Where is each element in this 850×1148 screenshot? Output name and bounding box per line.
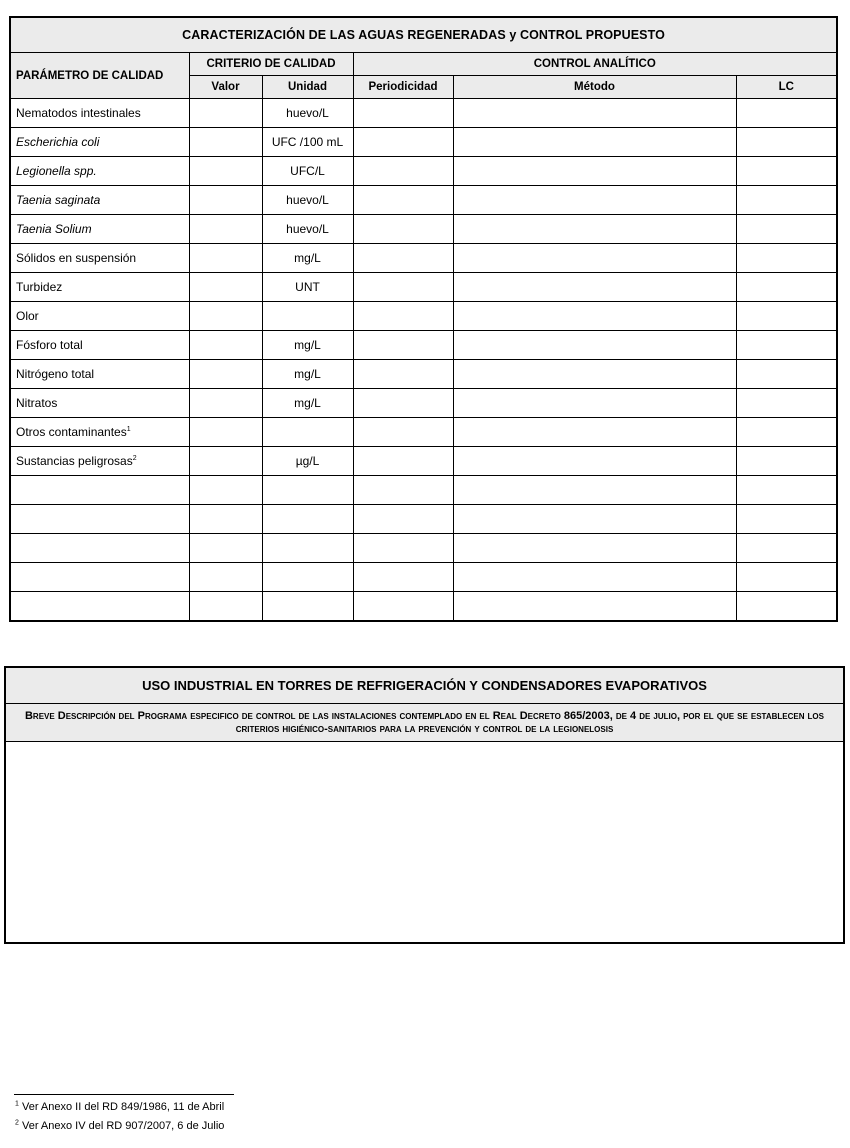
param-cell: Taenia saginata (10, 186, 189, 215)
periodicidad-cell[interactable] (353, 128, 453, 157)
param-cell[interactable] (10, 505, 189, 534)
metodo-cell[interactable] (453, 592, 736, 622)
periodicidad-cell[interactable] (353, 360, 453, 389)
footnote-ref: 1 (126, 426, 131, 433)
metodo-cell[interactable] (453, 215, 736, 244)
header-parametro: PARÁMETRO DE CALIDAD (10, 53, 189, 99)
water-quality-table (9, 16, 838, 622)
periodicidad-cell[interactable] (353, 534, 453, 563)
empty-row (10, 534, 837, 563)
unit-cell[interactable] (262, 563, 353, 592)
unit-cell: mg/L (262, 244, 353, 273)
footnote-ref: 2 (132, 455, 137, 462)
lc-cell[interactable] (736, 360, 837, 389)
periodicidad-cell[interactable] (353, 447, 453, 476)
lc-cell[interactable] (736, 215, 837, 244)
unit-cell: UNT (262, 273, 353, 302)
periodicidad-cell[interactable] (353, 186, 453, 215)
metodo-cell[interactable] (453, 563, 736, 592)
table-row (10, 186, 837, 215)
param-cell: Escherichia coli (10, 128, 189, 157)
table-row (10, 389, 837, 418)
valor-cell[interactable] (189, 505, 262, 534)
unit-cell: mg/L (262, 360, 353, 389)
unit-cell[interactable] (262, 476, 353, 505)
valor-cell[interactable] (189, 563, 262, 592)
periodicidad-cell[interactable] (353, 331, 453, 360)
unit-cell: UFC/L (262, 157, 353, 186)
unit-cell: mg/L (262, 389, 353, 418)
unit-cell[interactable] (262, 418, 353, 447)
periodicidad-cell[interactable] (353, 302, 453, 331)
param-cell[interactable] (10, 476, 189, 505)
metodo-cell[interactable] (453, 302, 736, 331)
unit-cell[interactable] (262, 505, 353, 534)
table-row (10, 157, 837, 186)
empty-row (10, 592, 837, 622)
footnote-divider (14, 1094, 234, 1095)
section-subtitle: Breve Descripción del Programa especifico de control de las instalaciones contemplado en el Real Decreto 865/2003, de 4 de julio, por el que se establecen los criterios higiénico-sanitarios para la prevención y control de la legionelosis (5, 704, 844, 742)
param-cell: Olor (10, 302, 189, 331)
metodo-cell[interactable] (453, 476, 736, 505)
unit-cell: mg/L (262, 331, 353, 360)
metodo-cell[interactable] (453, 360, 736, 389)
param-cell[interactable] (10, 592, 189, 622)
valor-cell[interactable] (189, 99, 262, 128)
lc-cell[interactable] (736, 534, 837, 563)
param-cell: Nitratos (10, 389, 189, 418)
lc-cell[interactable] (736, 418, 837, 447)
valor-cell[interactable] (189, 418, 262, 447)
lc-cell[interactable] (736, 505, 837, 534)
periodicidad-cell[interactable] (353, 592, 453, 622)
valor-cell[interactable] (189, 215, 262, 244)
valor-cell[interactable] (189, 476, 262, 505)
lc-cell[interactable] (736, 273, 837, 302)
lc-cell[interactable] (736, 447, 837, 476)
periodicidad-cell[interactable] (353, 99, 453, 128)
metodo-cell[interactable] (453, 389, 736, 418)
valor-cell[interactable] (189, 186, 262, 215)
section-title: USO INDUSTRIAL EN TORRES DE REFRIGERACIÓN Y CONDENSADORES EVAPORATIVOS (5, 667, 844, 704)
param-label: Sustancias peligrosas (16, 454, 133, 468)
table-row (10, 99, 837, 128)
footnote-number: 1 (15, 1100, 19, 1108)
valor-cell[interactable] (189, 360, 262, 389)
industrial-use-table (4, 666, 845, 944)
metodo-cell[interactable] (453, 244, 736, 273)
header-lc: LC (736, 76, 837, 99)
table-row (10, 418, 837, 447)
lc-cell[interactable] (736, 157, 837, 186)
unit-cell: UFC /100 mL (262, 128, 353, 157)
param-cell: Fósforo total (10, 331, 189, 360)
param-cell: Nematodos intestinales (10, 99, 189, 128)
param-cell: Nitrógeno total (10, 360, 189, 389)
metodo-cell[interactable] (453, 505, 736, 534)
metodo-cell[interactable] (453, 273, 736, 302)
unit-cell[interactable] (262, 592, 353, 622)
metodo-cell[interactable] (453, 128, 736, 157)
param-cell (10, 418, 189, 447)
param-label: Otros contaminantes (16, 425, 127, 439)
param-cell: Turbidez (10, 273, 189, 302)
empty-row (10, 563, 837, 592)
lc-cell[interactable] (736, 244, 837, 273)
empty-row (10, 505, 837, 534)
table-row (10, 244, 837, 273)
unit-cell: µg/L (262, 447, 353, 476)
valor-cell[interactable] (189, 244, 262, 273)
header-periodicidad: Periodicidad (353, 76, 453, 99)
lc-cell[interactable] (736, 331, 837, 360)
param-cell: Sólidos en suspensión (10, 244, 189, 273)
lc-cell[interactable] (736, 563, 837, 592)
header-valor: Valor (189, 76, 262, 99)
footnote-text: Ver Anexo IV del RD 907/2007, 6 de Julio (21, 1120, 225, 1132)
periodicidad-cell[interactable] (353, 244, 453, 273)
periodicidad-cell[interactable] (353, 273, 453, 302)
periodicidad-cell[interactable] (353, 418, 453, 447)
footnote-number: 2 (15, 1119, 19, 1127)
valor-cell[interactable] (189, 302, 262, 331)
lc-cell[interactable] (736, 592, 837, 622)
lc-cell[interactable] (736, 476, 837, 505)
table-row (10, 360, 837, 389)
periodicidad-cell[interactable] (353, 505, 453, 534)
valor-cell[interactable] (189, 592, 262, 622)
valor-cell[interactable] (189, 273, 262, 302)
valor-cell[interactable] (189, 447, 262, 476)
unit-cell: huevo/L (262, 186, 353, 215)
lc-cell[interactable] (736, 128, 837, 157)
valor-cell[interactable] (189, 157, 262, 186)
footnote-1 (15, 1101, 224, 1113)
description-area[interactable] (5, 742, 844, 944)
header-unidad: Unidad (262, 76, 353, 99)
table-row (10, 128, 837, 157)
param-cell (10, 447, 189, 476)
param-cell: Legionella spp. (10, 157, 189, 186)
metodo-cell[interactable] (453, 186, 736, 215)
header-control: CONTROL ANALÍTICO (353, 53, 837, 76)
table-row (10, 447, 837, 476)
valor-cell[interactable] (189, 534, 262, 563)
metodo-cell[interactable] (453, 157, 736, 186)
empty-row (10, 476, 837, 505)
metodo-cell[interactable] (453, 534, 736, 563)
periodicidad-cell[interactable] (353, 215, 453, 244)
unit-cell[interactable] (262, 302, 353, 331)
param-cell[interactable] (10, 534, 189, 563)
table-title: CARACTERIZACIÓN DE LAS AGUAS REGENERADAS y CONTROL PROPUESTO (10, 17, 837, 53)
lc-cell[interactable] (736, 99, 837, 128)
unit-cell[interactable] (262, 534, 353, 563)
param-cell: Taenia Solium (10, 215, 189, 244)
periodicidad-cell[interactable] (353, 476, 453, 505)
valor-cell[interactable] (189, 128, 262, 157)
table-row (10, 302, 837, 331)
metodo-cell[interactable] (453, 447, 736, 476)
unit-cell: huevo/L (262, 99, 353, 128)
table-row (10, 331, 837, 360)
footnote-2 (15, 1120, 224, 1132)
valor-cell[interactable] (189, 331, 262, 360)
unit-cell: huevo/L (262, 215, 353, 244)
lc-cell[interactable] (736, 302, 837, 331)
lc-cell[interactable] (736, 186, 837, 215)
header-criterio: CRITERIO DE CALIDAD (189, 53, 353, 76)
metodo-cell[interactable] (453, 418, 736, 447)
header-metodo: Método (453, 76, 736, 99)
footnote-text: Ver Anexo II del RD 849/1986, 11 de Abril (21, 1101, 225, 1113)
valor-cell[interactable] (189, 389, 262, 418)
periodicidad-cell[interactable] (353, 563, 453, 592)
table-row (10, 215, 837, 244)
table-row (10, 273, 837, 302)
param-cell[interactable] (10, 563, 189, 592)
metodo-cell[interactable] (453, 99, 736, 128)
metodo-cell[interactable] (453, 331, 736, 360)
periodicidad-cell[interactable] (353, 389, 453, 418)
lc-cell[interactable] (736, 389, 837, 418)
periodicidad-cell[interactable] (353, 157, 453, 186)
